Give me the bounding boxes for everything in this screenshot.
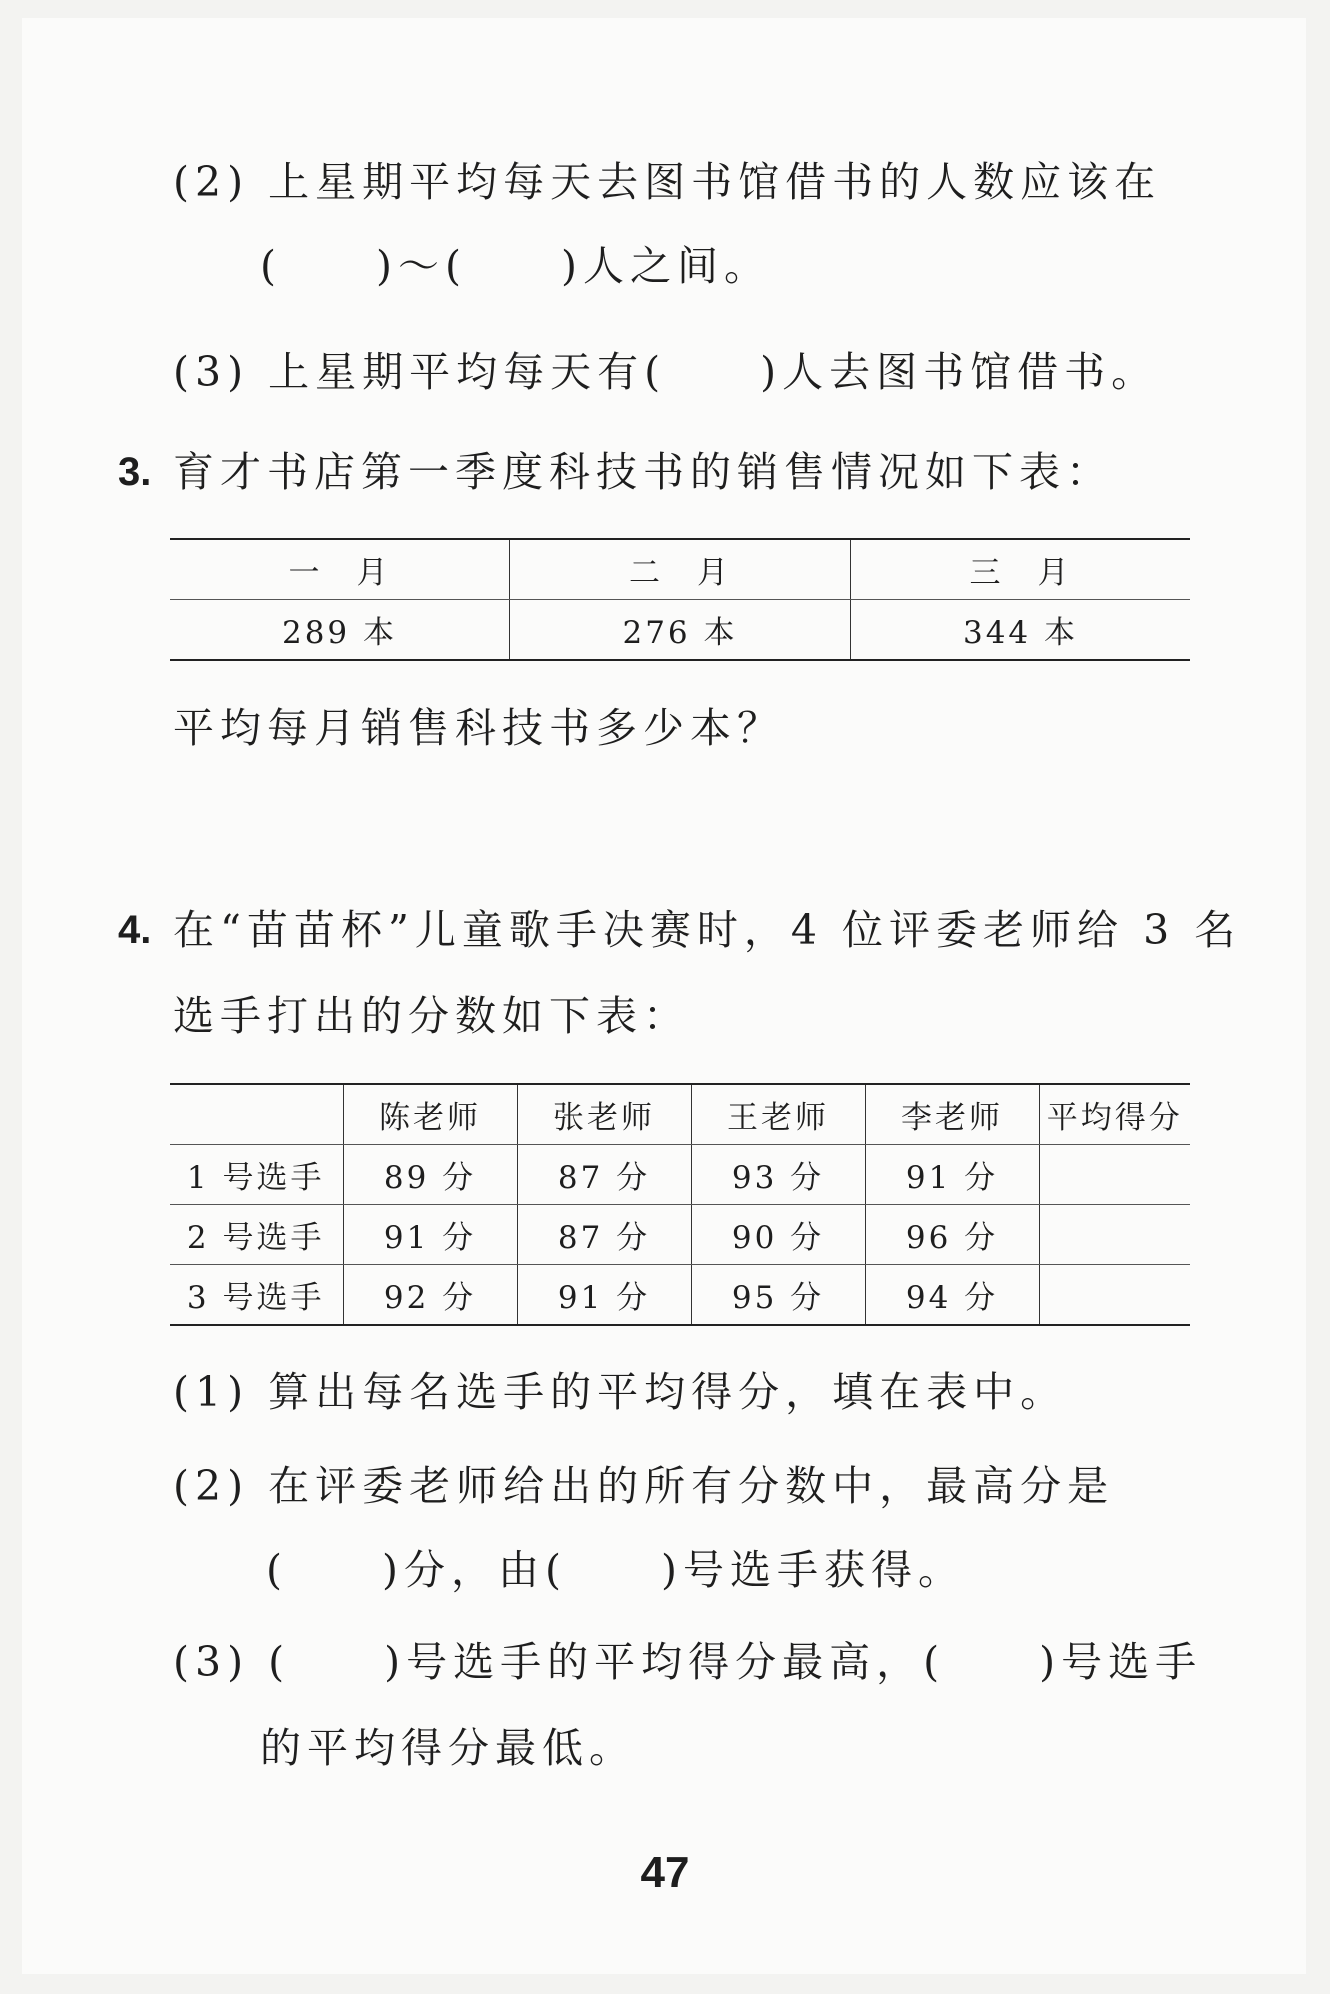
row-header-cell: 1 号选手 [170,1145,343,1205]
table-header-cell: 平均得分 [1039,1084,1190,1145]
table-header-cell: 一 月 [170,539,510,600]
table-cell: 91 分 [865,1145,1039,1205]
q4-number: 4. [118,908,152,952]
q4-sub3-line2: 的平均得分最低。 [260,1724,636,1772]
table-cell: 94 分 [865,1265,1039,1326]
q2-sub2-line1: (2) 上星期平均每天去图书馆借书的人数应该在 [173,158,1162,206]
table-header-cell: 陈老师 [343,1084,517,1145]
row-header-cell: 3 号选手 [170,1265,343,1326]
q4-sub1: (1) 算出每名选手的平均得分，填在表中。 [173,1368,1068,1416]
q4-score-table [170,1083,1190,1326]
table-cell: 276 本 [510,600,851,661]
average-score-cell[interactable] [1039,1145,1190,1205]
table-header-cell: 李老师 [865,1084,1039,1145]
table-cell: 92 分 [343,1265,517,1326]
average-score-cell[interactable] [1039,1265,1190,1326]
q4-line2: 选手打出的分数如下表： [173,992,690,1040]
table-cell: 91 分 [343,1205,517,1265]
table-header-row [170,1084,1190,1145]
q3-text: 育才书店第一季度科技书的销售情况如下表： [173,448,1113,496]
q4-sub3-line1: (3) ( )号选手的平均得分最高，( )号选手 [173,1638,1203,1686]
q3-number: 3. [118,450,152,494]
table-header-cell [170,1084,343,1145]
table-row [170,1265,1190,1326]
table-header-cell: 张老师 [517,1084,691,1145]
row-header-cell: 2 号选手 [170,1205,343,1265]
q2-sub2-line2: ( )～( )人之间。 [260,242,771,290]
table-header-cell: 三 月 [850,539,1190,600]
q4-line1: 在“苗苗杯”儿童歌手决赛时，4 位评委老师给 3 名 [173,906,1242,954]
table-row [170,1205,1190,1265]
table-header-cell: 王老师 [691,1084,865,1145]
table-cell: 87 分 [517,1145,691,1205]
table-cell: 289 本 [170,600,510,661]
q4-sub2-line2: ( )分，由( )号选手获得。 [266,1546,965,1594]
page-number: 47 [640,1848,690,1897]
average-score-cell[interactable] [1039,1205,1190,1265]
table-row [170,600,1190,661]
q2-sub3: (3) 上星期平均每天有( )人去图书馆借书。 [173,348,1159,396]
table-header-cell: 二 月 [510,539,851,600]
table-cell: 344 本 [850,600,1190,661]
table-cell: 96 分 [865,1205,1039,1265]
table-cell: 95 分 [691,1265,865,1326]
table-header-row [170,539,1190,600]
table-cell: 89 分 [343,1145,517,1205]
q3-sales-table [170,538,1190,661]
table-row [170,1145,1190,1205]
q4-sub2-line1: (2) 在评委老师给出的所有分数中，最高分是 [173,1462,1115,1510]
table-cell: 87 分 [517,1205,691,1265]
table-cell: 93 分 [691,1145,865,1205]
q3-question: 平均每月销售科技书多少本？ [173,704,784,752]
table-cell: 91 分 [517,1265,691,1326]
table-cell: 90 分 [691,1205,865,1265]
